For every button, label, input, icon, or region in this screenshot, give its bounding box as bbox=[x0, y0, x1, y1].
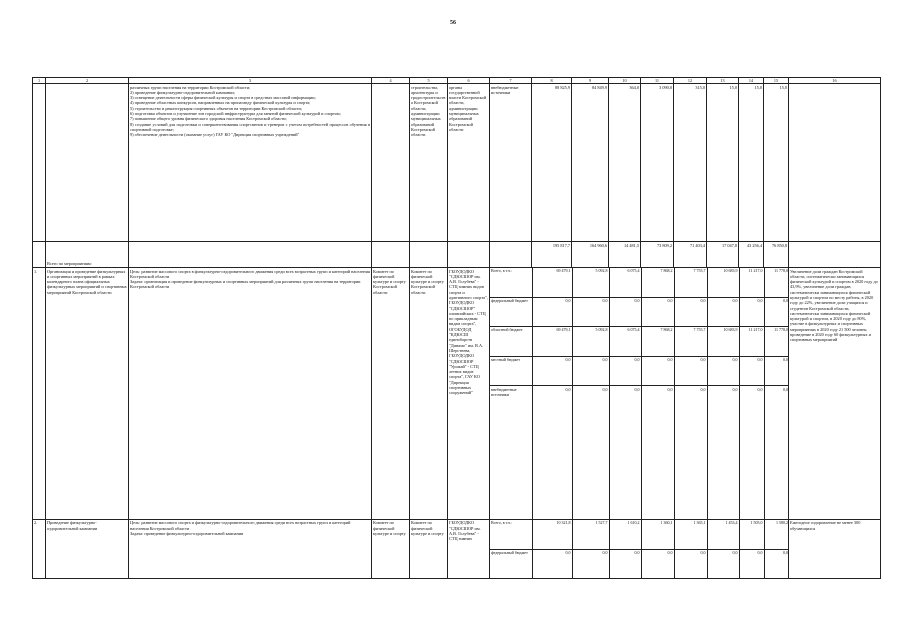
funding-row bbox=[490, 268, 789, 297]
funding-value: 0,0 bbox=[764, 549, 789, 578]
total-label: Всего по мероприятиям: bbox=[46, 242, 129, 268]
funding-value: 0,0 bbox=[572, 386, 609, 519]
funding-value: 0,0 bbox=[532, 356, 572, 386]
funding-value: 1 610,2 bbox=[609, 520, 641, 549]
header-col-8: 8 bbox=[532, 78, 572, 84]
funding-value: 0,0 bbox=[641, 386, 674, 519]
funding-value: 10 683,9 bbox=[707, 268, 739, 297]
funding-value: 0,0 bbox=[572, 297, 609, 327]
responsible-cell: Комитет по физической культуре и спорту bbox=[372, 519, 410, 578]
funding-value: 0,0 bbox=[739, 297, 764, 327]
value-cell: 84 849,9 bbox=[572, 84, 609, 242]
header-col-2: 2 bbox=[46, 78, 129, 84]
expected-result: Ежегодное оздоровление не менее 300 обучающихся bbox=[789, 519, 881, 578]
funding-value: 7 755,7 bbox=[674, 268, 707, 297]
funding-value: 0,0 bbox=[532, 297, 572, 327]
funding-value: 1 453,4 bbox=[707, 520, 739, 549]
funding-value: 1 580,2 bbox=[764, 520, 789, 549]
goal-task: Цель: развитие массового спорта в физкультурно-оздоровительного движения среди всех возрастных групп и категорий населения Костромской области Задача: организация и проведение физкультурных и спортивных мероприятий для различных групп населения на территории Костромской области bbox=[129, 268, 372, 520]
funding-value: 1 365,1 bbox=[674, 520, 707, 549]
total-value: 71 403,4 bbox=[674, 242, 707, 268]
header-col-4: 4 bbox=[372, 78, 410, 84]
funding-value: 11 217,0 bbox=[739, 268, 764, 297]
funding-value: 0,0 bbox=[609, 549, 641, 578]
funding-value: 1 527,7 bbox=[572, 520, 609, 549]
funding-value: 0,0 bbox=[609, 297, 641, 327]
row-number: 2. bbox=[33, 519, 46, 578]
value-cell: 15,0 bbox=[764, 84, 789, 242]
total-value: 43 256,4 bbox=[739, 242, 764, 268]
participants-cell: органы государственной власти Костромской области, администрации муниципальных образований Костромской области bbox=[448, 84, 490, 242]
funding-value: 5 092,8 bbox=[572, 268, 609, 297]
funding-value: 0,0 bbox=[707, 386, 739, 519]
table-row-total bbox=[33, 242, 881, 268]
program-table bbox=[32, 77, 881, 579]
header-col-11: 11 bbox=[641, 78, 674, 84]
funding-row bbox=[490, 386, 789, 519]
funding-value: 0,0 bbox=[764, 356, 789, 386]
funding-source: областной бюджет bbox=[490, 327, 532, 357]
value-cell: 88 825,9 bbox=[532, 84, 572, 242]
funding-value: 1 360,1 bbox=[641, 520, 674, 549]
funding-value: 0,0 bbox=[739, 549, 764, 578]
total-value: 14 481,5 bbox=[609, 242, 641, 268]
value-cell: 15,0 bbox=[739, 84, 764, 242]
funding-row bbox=[490, 549, 789, 578]
funding-table bbox=[490, 520, 789, 578]
source-cell: внебюджетные источники bbox=[490, 84, 532, 242]
funding-block bbox=[490, 519, 789, 578]
funding-value: 11 217,0 bbox=[739, 327, 764, 357]
header-col-12: 12 bbox=[674, 78, 707, 84]
total-value: 195 817,7 bbox=[532, 242, 572, 268]
funding-block bbox=[490, 268, 789, 520]
funding-value: 0,0 bbox=[707, 356, 739, 386]
funding-value: 0,0 bbox=[674, 356, 707, 386]
funding-row bbox=[490, 356, 789, 386]
funding-value: 0,0 bbox=[739, 356, 764, 386]
funding-value: 0,0 bbox=[572, 356, 609, 386]
executor-cell: строительства, архитектуры и градостроительства Костромской области, администрации муниципальных образований Костромской области bbox=[410, 84, 448, 242]
funding-value: 0,0 bbox=[674, 297, 707, 327]
table-row-activity-1 bbox=[33, 268, 881, 520]
header-col-14: 14 bbox=[739, 78, 764, 84]
funding-value: 0,0 bbox=[532, 549, 572, 578]
funding-value: 11 778,0 bbox=[764, 268, 789, 297]
executor-cell: Комитет по физической культуре и спорту Костромской области bbox=[410, 268, 448, 520]
funding-value: 7 868,2 bbox=[641, 327, 674, 357]
funding-value: 0,0 bbox=[674, 549, 707, 578]
funding-source: федеральный бюджет bbox=[490, 297, 532, 327]
funding-row bbox=[490, 520, 789, 549]
total-value: 73 809,2 bbox=[641, 242, 674, 268]
total-value: 164 960,6 bbox=[572, 242, 609, 268]
funding-value: 0,0 bbox=[641, 549, 674, 578]
header-col-7: 7 bbox=[490, 78, 532, 84]
funding-value: 0,0 bbox=[609, 386, 641, 519]
activity-name: Организация и проведение физкультурных и спортивных мероприятий в рамках календарного плана официальных физкультурных мероприятий и спортивных мероприятий Костромской области bbox=[46, 268, 129, 520]
tasks-list: различных групп населения на территории Костромской области; 2) проведение физкультурно-оздоровительной кампании; 3) освещение деятельности сферы физической культуры и спорта в средствах массовой информации; 4) проведение областных конкурсов, направленных на пропаганду физической культуры и спорта; 5) строительство и реконструкция спортивных объектов на территории Костромской области; 6) подготовка объектов и улучшение зон городской инфраструктуры для занятий физической культурой и спортом; 7) повышение общего уровня физического здоровья населения Костромской области; 8) создание условий для подготовки и совершенствования спортсменов и тренеров с учетом потребностей процессов обучения в спортивной подготовке; 9) обеспечение деятельности (оказание услуг) ГАУ КО "Дирекция спортивных учреждений" bbox=[129, 84, 372, 242]
funding-value: 6 075,4 bbox=[609, 327, 641, 357]
total-value: 76 850,8 bbox=[764, 242, 789, 268]
table-row-continuation bbox=[33, 84, 881, 242]
funding-value: 0,0 bbox=[641, 356, 674, 386]
funding-value: 0,0 bbox=[764, 297, 789, 327]
header-col-9: 9 bbox=[572, 78, 609, 84]
value-cell: 315,0 bbox=[674, 84, 707, 242]
value-cell: 15,0 bbox=[707, 84, 739, 242]
header-col-15: 15 bbox=[764, 78, 789, 84]
funding-row bbox=[490, 297, 789, 327]
funding-value: 0,0 bbox=[764, 386, 789, 519]
funding-value: 5 092,8 bbox=[572, 327, 609, 357]
funding-row bbox=[490, 327, 789, 357]
funding-source: местный бюджет bbox=[490, 356, 532, 386]
activity-name: Проведение физкультурно-оздоровительной кампании bbox=[46, 519, 129, 578]
participants-cell: ГБОУДОДКО "СДЮСШОР им. А.В. Голубева" - СТЦ зимних bbox=[448, 519, 490, 578]
expected-result: Увеличение доли граждан Костромской области, систематически занимающихся физической культурой и спортом в 2020 году до 43,9%, увеличение доли граждан, систематически занимающихся физической культурой и спортом по месту работы, в 2020 году до 22%, увеличение доли учащихся и студентов Костромской области, систематически занимающихся физической культурой и спортом, в 2020 году до 80%, участие в физкультурных и спортивных мероприятиях в 2020 году 21 500 человек; проведение в 2020 году 60 физкультурных и спортивных мероприятий bbox=[789, 268, 881, 520]
funding-value: 11 778,0 bbox=[764, 327, 789, 357]
funding-value: 10 321,8 bbox=[532, 520, 572, 549]
header-col-1: 1 bbox=[33, 78, 46, 84]
funding-source: Всего, в т.ч.: bbox=[490, 520, 532, 549]
header-col-6: 6 bbox=[448, 78, 490, 84]
funding-value: 0,0 bbox=[739, 386, 764, 519]
funding-value: 1 505,0 bbox=[739, 520, 764, 549]
funding-value: 0,0 bbox=[609, 356, 641, 386]
funding-value: 69 479,1 bbox=[532, 268, 572, 297]
funding-source: федеральный бюджет bbox=[491, 549, 528, 555]
funding-value: 0,0 bbox=[674, 386, 707, 519]
funding-table bbox=[490, 268, 789, 519]
page-number: 56 bbox=[450, 20, 456, 26]
funding-source: внебюджетные источники bbox=[491, 386, 517, 397]
funding-value: 0,0 bbox=[641, 297, 674, 327]
goal-task: Цель: развитие массового спорта и физкультурно-оздоровительного движения среди всех возрастных групп и категорий населения Костромской области Задача: проведение физкультурно-оздоровительной кампании bbox=[129, 519, 372, 578]
header-col-16: 16 bbox=[789, 78, 881, 84]
header-col-10: 10 bbox=[609, 78, 641, 84]
funding-value: 10 683,9 bbox=[707, 327, 739, 357]
funding-value: 6 075,4 bbox=[609, 268, 641, 297]
funding-value: 0,0 bbox=[572, 549, 609, 578]
funding-value: 0,0 bbox=[707, 549, 739, 578]
participants-cell: ГБОУДОДКО "СДЮСШОР им. А.В. Голубева" - СТЦ зимних видов спорта и адаптивного спорта", ГБОУДОДКО "СДЮСШОР" олимпийских - СТЦ по прикладным видам спорта", ОГОБУДОД "КДЮСШ единоборств "Динамо" им. В.А. Шерстнева, ГБОУДОДКО "СДЮСШОР "Урожай" - СТЦ летних видов спорта", ГАУ КО "Дирекция спортивных сооружений" bbox=[448, 268, 490, 520]
header-col-3: 3 bbox=[129, 78, 372, 84]
header-col-5: 5 bbox=[410, 78, 448, 84]
value-cell: 3 090,0 bbox=[641, 84, 674, 242]
funding-value: 7 755,7 bbox=[674, 327, 707, 357]
funding-value: 0,0 bbox=[532, 386, 572, 519]
funding-value: 69 479,1 bbox=[532, 327, 572, 357]
value-cell: 364,0 bbox=[609, 84, 641, 242]
responsible-cell: Комитет по физической культуре и спорту Костромской области bbox=[372, 268, 410, 520]
funding-value: 0,0 bbox=[707, 297, 739, 327]
total-value: 17 047,8 bbox=[707, 242, 739, 268]
table-row-activity-2 bbox=[33, 519, 881, 578]
funding-value: 7 868,2 bbox=[641, 268, 674, 297]
header-col-13: 13 bbox=[707, 78, 739, 84]
funding-source: Всего, в т.ч.: bbox=[490, 268, 532, 297]
row-number: 1. bbox=[33, 268, 46, 520]
executor-cell: Комитет по физической культуре и спорту bbox=[410, 519, 448, 578]
